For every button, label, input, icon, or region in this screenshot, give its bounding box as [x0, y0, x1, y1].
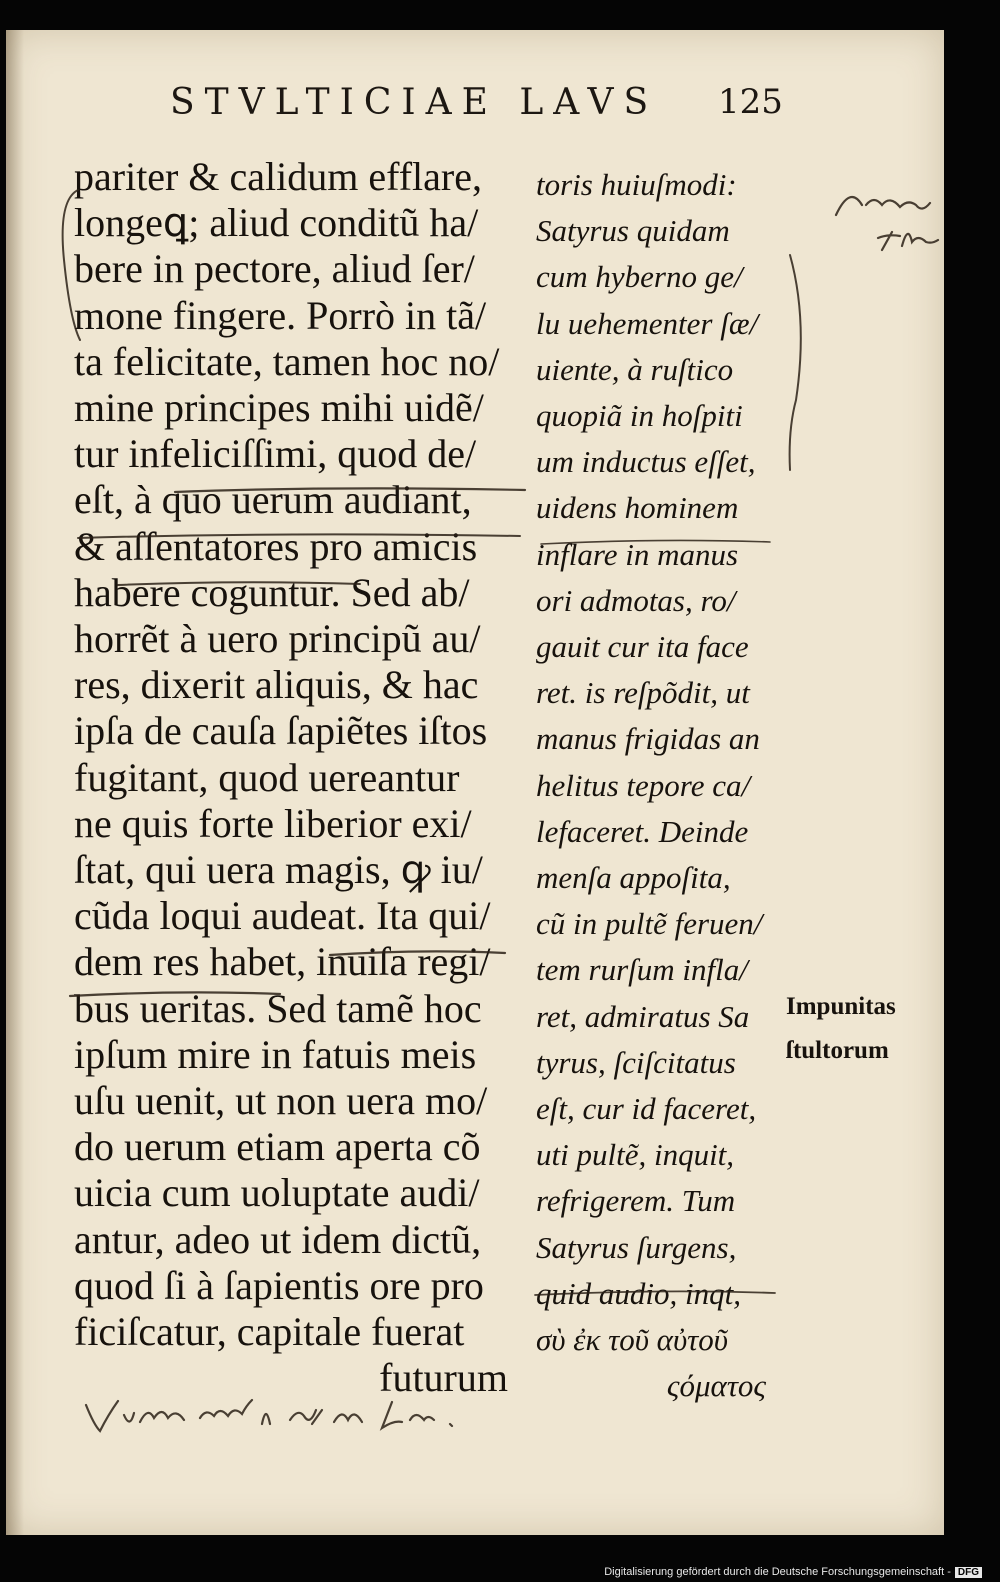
main-text-line: mone fingere. Porrò in tã/	[74, 292, 487, 338]
underline-stroke	[175, 488, 525, 492]
main-text-line: fugitant, quod uereantur	[74, 754, 460, 800]
main-text-line: dem res habet, inuiſa regi/	[74, 939, 491, 985]
main-text-line: mine principes mihi uidẽ/	[74, 385, 484, 431]
side-note-line: ori admotas, ro/	[536, 582, 736, 618]
bracket-stroke	[63, 190, 80, 340]
side-note-line: σὺ ἐκ τοῦ αὐτοῦ	[536, 1322, 729, 1358]
main-text-line: res, dixerit aliquis, & hac	[74, 662, 479, 708]
marginal-scribble	[836, 197, 930, 215]
digitization-credit	[604, 1566, 982, 1578]
side-note-line: quid audio, inqt,	[536, 1275, 741, 1311]
main-text-line: bus ueritas. Sed tamẽ hoc	[74, 985, 482, 1031]
underline-stroke	[330, 951, 505, 955]
main-text-line: do uerum etiam aperta cõ	[74, 1124, 481, 1170]
main-text-line: pariter & calidum efflare,	[74, 154, 482, 199]
marginal-scribble	[290, 1410, 362, 1424]
main-text-line: habere coguntur. Sed ab/	[74, 569, 470, 615]
running-head: STVLTICIAE LAVS	[170, 82, 659, 123]
underline-stroke	[541, 540, 770, 544]
side-note-line: inflare in manus	[536, 536, 739, 572]
side-note-line: lefaceret. Deinde	[536, 813, 749, 849]
side-note-line: manus frigidas an	[536, 721, 760, 757]
side-note-line: cũ in pultẽ feruen/	[536, 906, 763, 942]
main-text-line: ficiſcatur, capitale fuerat	[74, 1309, 465, 1355]
bracket-stroke	[790, 255, 801, 470]
side-note-line: cum hyberno ge/	[536, 259, 743, 295]
side-note-line: uti pultẽ, inquit,	[536, 1137, 735, 1173]
main-text-line: ta felicitate, tamen hoc no/	[74, 338, 500, 384]
main-catchword: futurum	[379, 1355, 508, 1401]
side-note-line: ret, admiratus Sa	[536, 998, 750, 1034]
side-note-line: Satyrus ſurgens,	[536, 1229, 737, 1265]
side-note-line: tyrus, ſciſcitatus	[536, 1044, 736, 1080]
main-text-line: horrẽt à uero principũ au/	[74, 616, 481, 662]
dfg-logo: DFG	[955, 1567, 982, 1578]
underline-stroke	[78, 534, 520, 538]
main-text-line: uicia cum uoluptate audi/	[74, 1170, 480, 1216]
side-note-line: ret. is reſpõdit, ut	[536, 675, 750, 711]
marginal-scribble	[86, 1401, 184, 1431]
main-text-line: cũda loqui audeat. Ita qui/	[74, 893, 491, 939]
side-note-line: tem rurſum infla/	[536, 952, 748, 988]
main-text-line: quod ſi à ſapientis ore pro	[74, 1262, 484, 1308]
page-number: 125	[718, 82, 783, 122]
side-note-line: refrigerem. Tum	[536, 1183, 736, 1219]
underline-stroke	[535, 1291, 775, 1295]
side-note-line: um inductus eſſet,	[536, 444, 756, 480]
side-note-line: lu uehementer ſæ/	[536, 305, 759, 341]
side-note-line: helitus tepore ca/	[536, 767, 751, 803]
main-text-line: tur infeliciſſimi, quod de/	[74, 431, 477, 477]
side-note-line: Satyrus quidam	[536, 213, 730, 249]
side-note-line: menſa appoſita,	[536, 860, 731, 896]
main-text-line: eſt, à quo uerum audiant,	[74, 477, 472, 523]
side-note-line: uidens hominem	[536, 490, 739, 526]
main-text-line: ne quis forte liberior exi/	[74, 800, 472, 846]
main-text-line: ipſum mire in fatuis meis	[74, 1031, 477, 1077]
main-text-line: antur, adeo ut idem dictũ,	[74, 1216, 482, 1262]
side-note-line: toris huiuſmodi:	[536, 167, 737, 202]
main-text-line: & aſſentatores pro amicis	[74, 523, 478, 569]
side-note-line: eſt, cur id faceret,	[536, 1091, 757, 1127]
marginal-note-line: Impunitas	[786, 993, 896, 1020]
main-text-line: ipſa de cauſa ſapiẽtes iſtos	[74, 708, 488, 754]
marginal-scribble	[878, 232, 938, 250]
main-text-line: uſu uenit, ut non uera mo/	[74, 1078, 488, 1124]
side-note-line: uiente, à ruſtico	[536, 351, 734, 387]
main-text-line: bere in pectore, aliud ſer/	[74, 246, 475, 292]
marginal-scribble	[200, 1400, 270, 1424]
marginal-note-line: ſtultorum	[786, 1037, 889, 1064]
side-note-line: gauit cur ita face	[536, 629, 749, 665]
main-text-line: longeꝗ; aliud conditũ ha/	[74, 200, 479, 246]
side-catchword: ςόματος	[666, 1368, 766, 1404]
underline-stroke	[70, 992, 280, 996]
side-note-line: quopiã in hoſpiti	[536, 398, 743, 434]
marginal-scribble	[382, 1402, 452, 1428]
underline-stroke	[118, 582, 360, 585]
main-text-line: ſtat, qui uera magis, ꝙ iu/	[74, 847, 483, 893]
credit-text: Digitalisierung gefördert durch die Deutsche Forschungsgemeinschaft -	[604, 1566, 951, 1578]
